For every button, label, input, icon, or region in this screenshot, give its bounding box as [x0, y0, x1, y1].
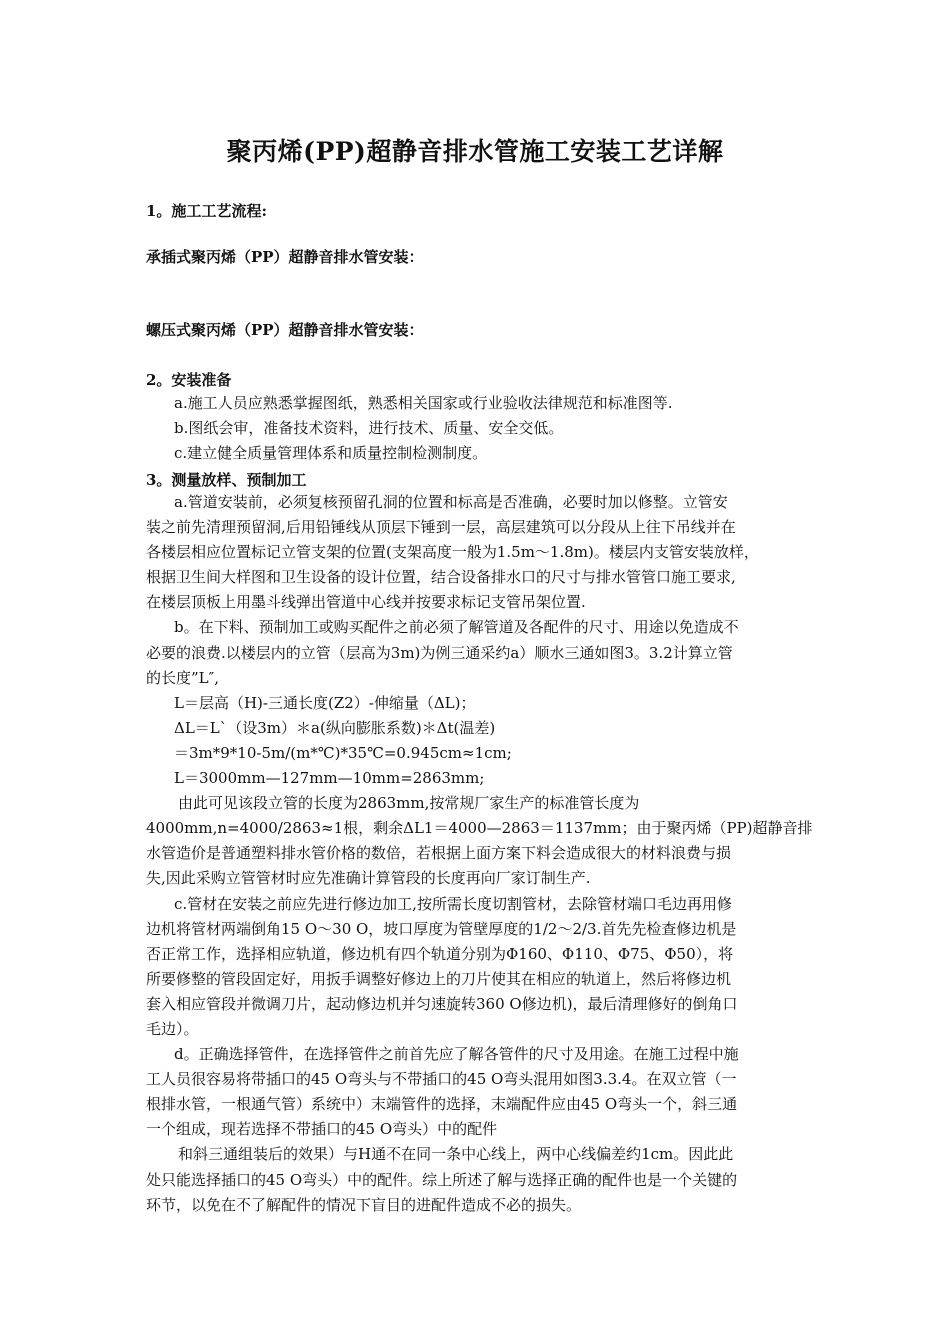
para-d2-line: 和斜三通组装后的效果）与H通不在同一条中心线上，两中心线偏差约1cm。因此此	[178, 1145, 734, 1164]
para-c-line: c.管材在安装之前应先进行修边加工,按所需长度切割管材，去除管材端口毛边再用修	[174, 894, 732, 913]
para-d2-line: 环节，以免在不了解配件的情况下盲目的进配件造成不必的损失。	[146, 1195, 582, 1214]
section-3-heading: 3。测量放样、预制加工	[146, 471, 307, 489]
para-d-line: 一个组成，现若选择不带插口的45 O弯头）中的配件	[146, 1120, 498, 1139]
para-c-line: 边机将管材两端倒角15 O～30 O，坡口厚度为管壁厚度的1/2～2/3.首先先检查修边机是	[146, 919, 737, 938]
para-b-line: 的长度”L″,	[146, 668, 220, 687]
para-c-line: 毛边）。	[146, 1019, 199, 1038]
para-b-line: 必要的浪费.以楼层内的立管（层高为3m)为例三通采约a）顺水三通如图3。3.2计算立管	[146, 643, 733, 662]
prep-item-a: a.施工人员应熟悉掌握图纸，熟悉相关国家或行业验收法律规范和标准图等.	[174, 394, 673, 412]
formula-line: L＝3000mm—127mm—10mm=2863mm;	[174, 769, 485, 788]
subheading-screw-type: 螺压式聚丙烯（PP）超静音排水管安装：	[146, 321, 424, 339]
para-d-line: d。正确选择管件，在选择管件之前首先应了解各管件的尺寸及用途。在施工过程中施	[174, 1045, 739, 1064]
section-2-items	[146, 391, 810, 466]
para-c-line: 否正常工作，选择相应轨道，修边机有四个轨道分别为Φ160、Φ110、Φ75、Φ50），将	[146, 944, 734, 963]
subheading-socket-type: 承插式聚丙烯（PP）超静音排水管安装：	[146, 248, 424, 266]
section-3-body	[146, 490, 813, 1218]
prep-item-c: c.建立健全质量管理体系和质量控制检测制度。	[174, 444, 488, 463]
para-a-line: 各楼层相应位置标记立管支架的位置(支架高度一般为1.5m～1.8m)。楼层内支管安装放样，	[146, 543, 759, 562]
formula-line: ＝3m*9*10-5m/(m*℃)*35℃=0.945cm≈1cm;	[174, 743, 512, 762]
para-d2-line: 处只能选择插口的45 O弯头）中的配件。综上所述了解与选择正确的配件也是一个关键的	[146, 1170, 738, 1189]
para-a-line: a.管道安装前，必须复核预留孔洞的位置和标高是否准确，必要时加以修整。立管安	[174, 493, 728, 511]
para-c-line: 所要修整的管段固定好，用扳手调整好修边上的刀片使其在相应的轨道上，然后将修边机	[146, 969, 732, 988]
para-b2-line: 失,因此采购立管管材时应先准确计算管段的长度再向厂家订制生产.	[146, 869, 591, 888]
formula-line: L＝层高（H)-三通长度(Z2）-伸缩量（ΔL)；	[174, 693, 476, 712]
para-b2-line: 由此可见该段立管的长度为2863mm,按常规厂家生产的标准管长度为	[178, 794, 640, 813]
para-a-line: 在楼层顶板上用墨斗线弹出管道中心线并按要求标记支管吊架位置.	[146, 593, 586, 612]
page-title: 聚丙烯(PP)超静音排水管施工安装工艺详解	[226, 137, 724, 166]
para-a-line: 根据卫生间大样图和卫生设备的设计位置，结合设备排水口的尺寸与排水管管口施工要求,	[146, 568, 736, 587]
prep-item-b: b.图纸会审，准备技术资料，进行技术、质量、安全交低。	[174, 419, 564, 438]
para-b-line: b。在下料、预制加工或购买配件之前必须了解管道及各配件的尺寸、用途以免造成不	[174, 618, 739, 637]
section-1-heading: 1。施工工艺流程:	[146, 202, 267, 220]
para-d-line: 工人员很容易将带插口的45 O弯头与不带插口的45 O弯头混用如图3.3.4。在双立管（一	[146, 1070, 737, 1089]
section-2-heading: 2。安装准备	[146, 371, 232, 389]
para-c-line: 套入相应管段并微调刀片，起动修边机并匀速旋转360 O修边机)，最后清理修好的倒角口	[146, 994, 738, 1013]
para-b2-line: 4000mm,n=4000/2863≈1根，剩余ΔL1＝4000—2863＝1137mm；由于聚丙烯（PP)超静音排	[146, 819, 813, 838]
para-b2-line: 水管造价是普通塑料排水管价格的数倍，若根据上面方案下料会造成很大的材料浪费与损	[146, 844, 732, 863]
formula-line: ΔL＝L`（设3m）＊a(纵向膨胀系数)＊Δt(温差)	[174, 718, 496, 737]
para-d-line: 根排水管，一根通气管）系统中）末端管件的选择，末端配件应由45 O弯头一个，斜三通	[146, 1095, 738, 1114]
para-a-line: 装之前先清理预留洞,后用铅锤线从顶层下锤到一层，高层建筑可以分段从上往下吊线并在	[146, 518, 736, 537]
